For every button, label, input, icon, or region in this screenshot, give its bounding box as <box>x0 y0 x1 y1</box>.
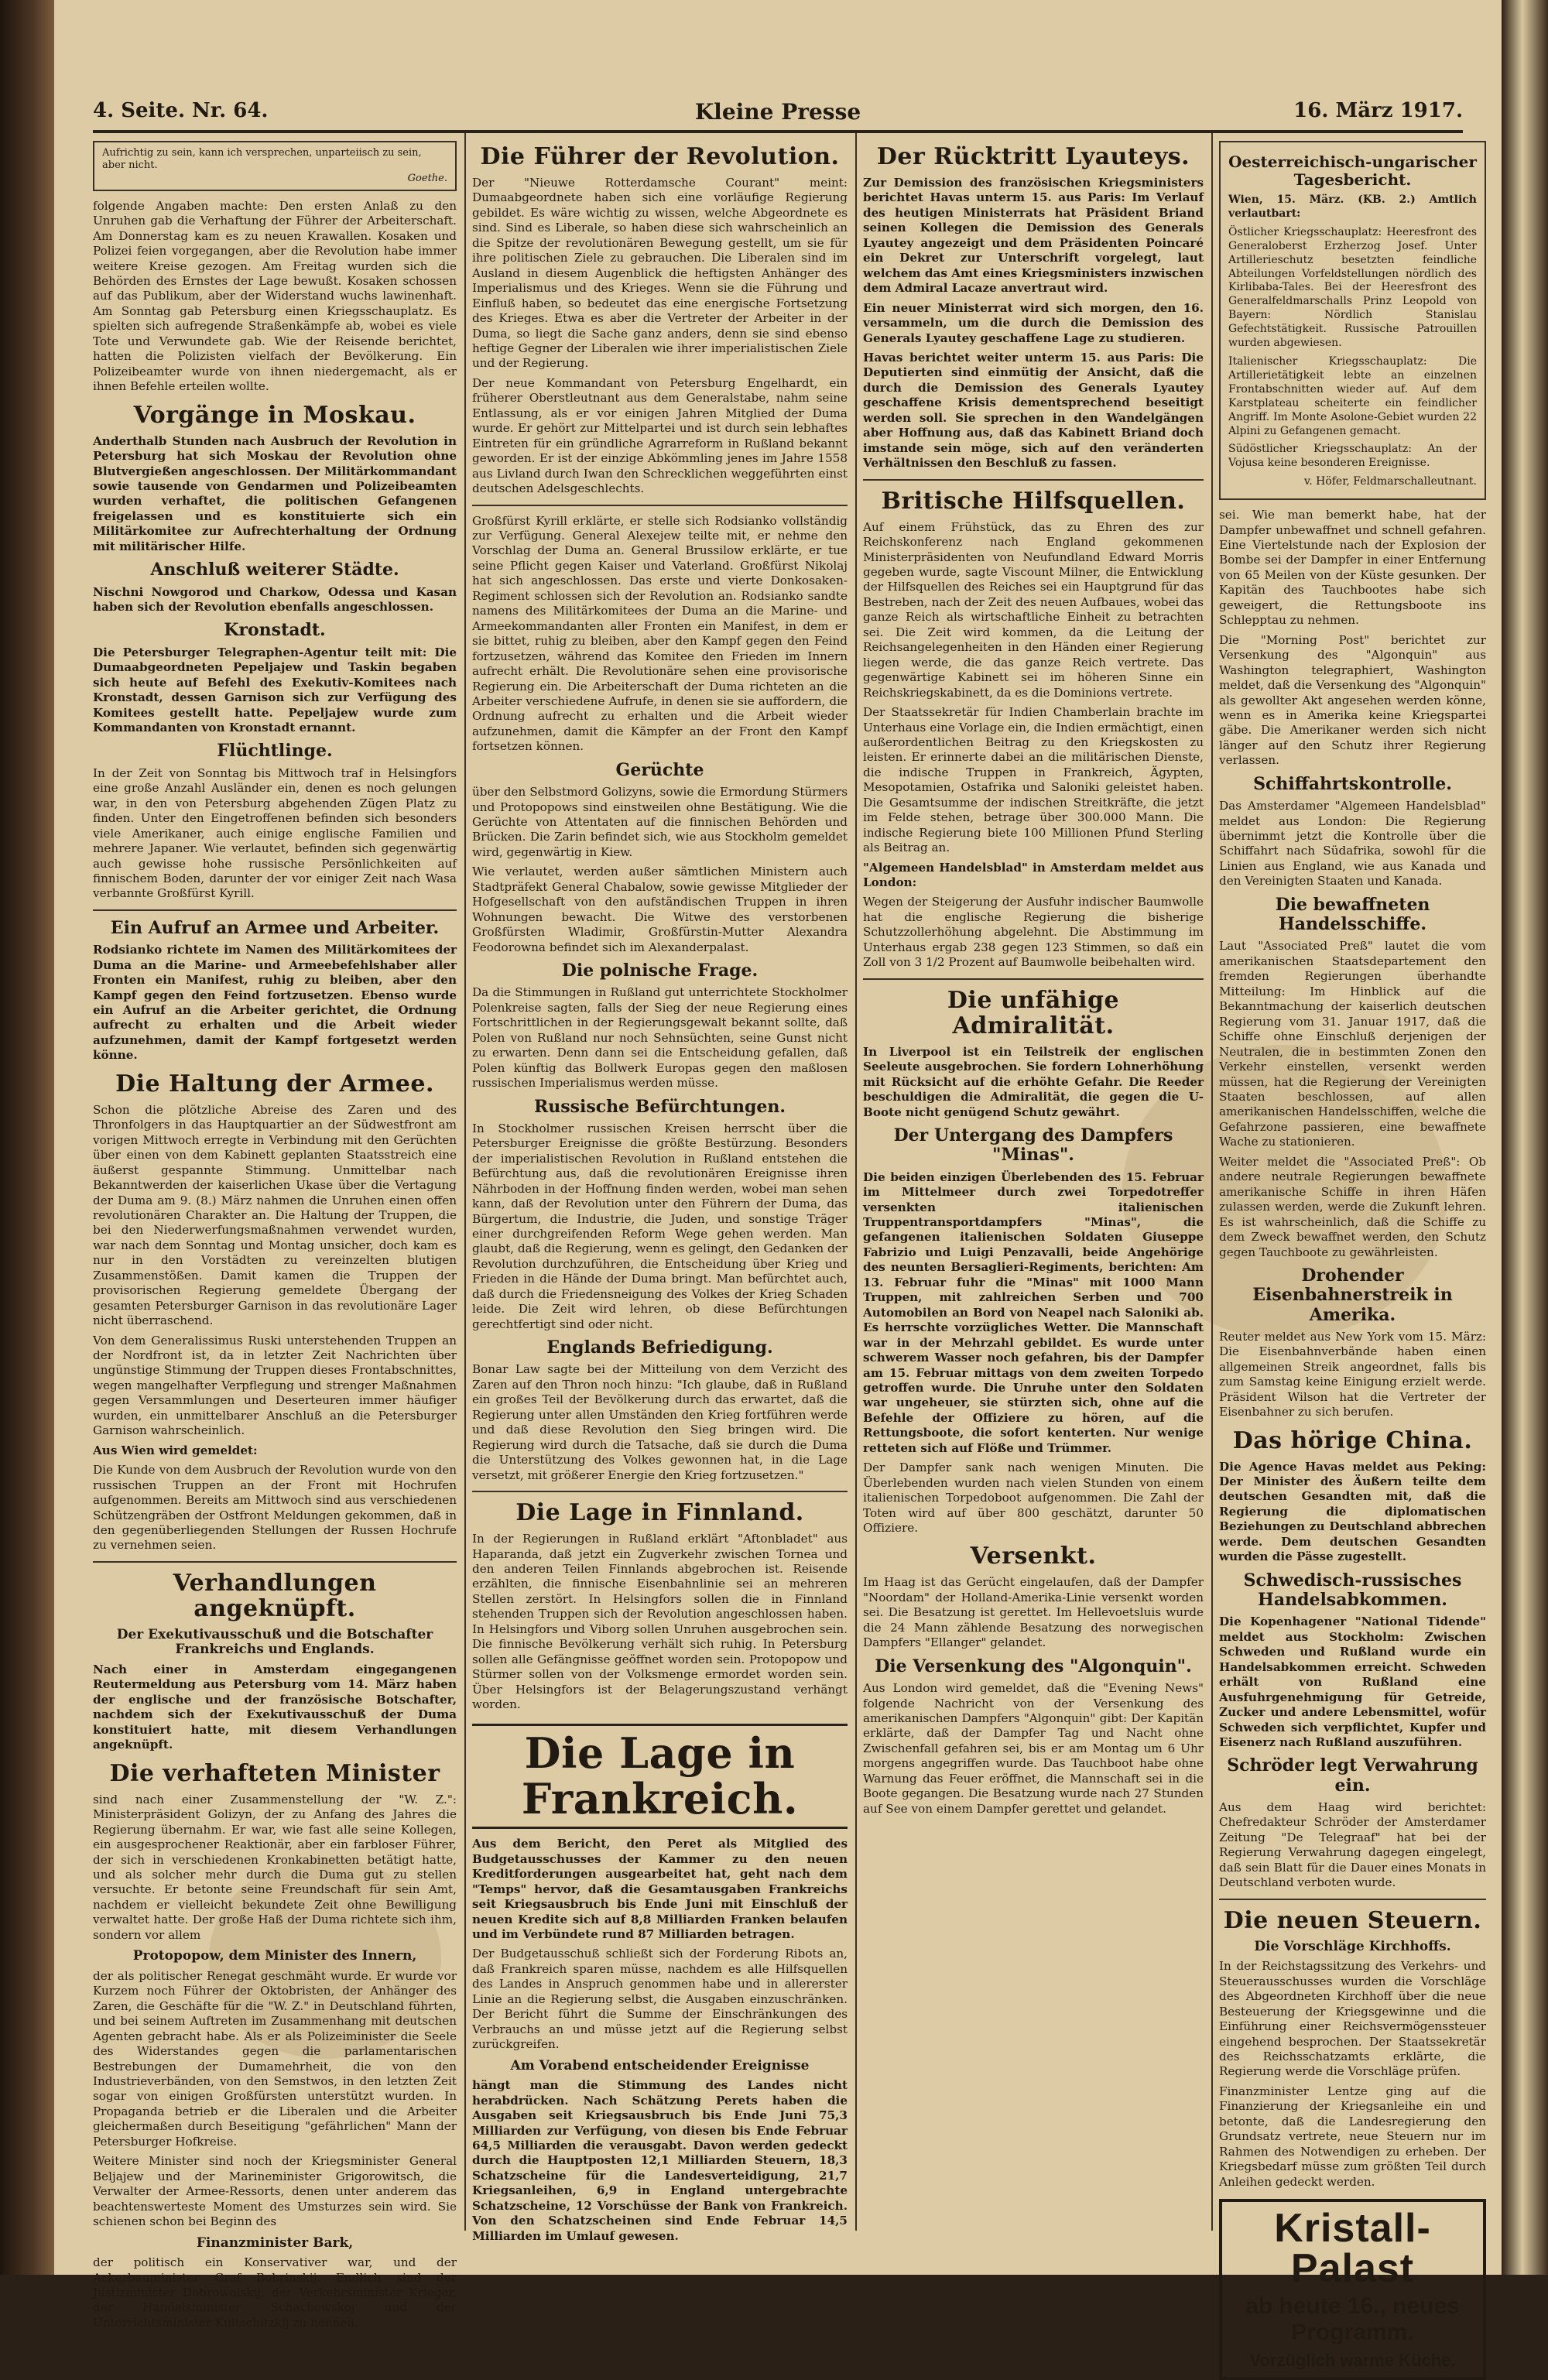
headline-moskau: Vorgänge in Moskau. <box>133 401 416 429</box>
column-3 <box>863 136 1204 2234</box>
divider <box>93 909 457 911</box>
divider <box>863 978 1204 980</box>
headline-china: Das hörige China. <box>1232 1426 1473 1454</box>
divider <box>1219 1899 1486 1900</box>
article-text: Auf einem Frühstück, das zu Ehren des zur Reichskonferenz nach England gekommenen Ministerpräsidenten von Neufundland Edward Morris gegeben wurde, sagte Viscount Milner, die Entwicklung der Hilfsquellen des Reiches sei ein Hauptgrund für das Bestreben, nach der Zeit des neuen Aufbaues, wobei das ganze Reich als wirtschaftliche Einheit zu betrachten sei. Die Zeit wird kommen, da die Leitung der Reichsangelegenheiten in den Händen einer Regierung liegen werde, die das ganze Reich vertrete. Das gegenwärtige Kabinett sei im höheren Sinne ein Reichskriegskabinett, da es die Dominions vertrete. <box>863 519 1204 700</box>
article-text: Wie verlautet, werden außer sämtlichen Ministern auch Stadtpräfekt General Chabalow, sowie gewisse Mitglieder der Hofgesellschaft von den aufständischen Truppen in ihren Wohnungen bewacht. Die Witwe des verstorbenen Großfürsten Wladimir, Großfürstin-Mutter Alexandra Feodorowna befindet sich im Alexanderpalast. <box>472 865 848 954</box>
article-text: Der Dampfer sank nach wenigen Minuten. Die Überlebenden wurden nach vielen Stunden von einem italienischen Torpedoboot aufgenommen. Die Zahl der Toten wird auf über 800 geschätzt, darunter 50 Offiziere. <box>863 1461 1204 1536</box>
article-text: folgende Angaben machte: Den ersten Anlaß zu den Unruhen gab die Verhaftung der Führer der Arbeiterschaft. Am Donnerstag kam es zu neuen Krawallen. Kosaken und Polizei feien vorgegangen, aber die Revolution habe immer weitere Kreise gezogen. Am Freitag wurden sich die Behörden des Ernstes der Lage bewußt. Kosaken schossen auf das Publikum, aber der Widerstand wuchs lawinenhaft. Am Sonntag gab Petersburg einen Kriegsschauplatz. Es spielten sich aufregende Straßenkämpfe ab, wobei es viele Tote und Verwundete gab. Wie der Reisende berichtet, hatten die Polizisten vielfach der Bevölkerung. Ein Polizeibeamter wurde von ihnen niedergemacht, als er ihnen Befehle erteilen wollte. <box>93 198 457 394</box>
article-text: Nach einer in Amsterdam eingegangenen Reutermeldung aus Petersburg vom 14. März haben der englische und der französische Botschafter, nachdem sich der Exekutivausschuß der Duma konstituiert hatte, mit diesem Verhandlungen angeknüpft. <box>93 1663 457 1752</box>
masthead: Kleine Presse <box>694 99 861 125</box>
article-text: sind nach einer Zusammenstellung der "W. Z.": Ministerpräsident Golizyn, der zu Anfang des Jahres die Regierung übernahm. Er war, wie fast alle seine Kollegen, ein ausgesprochener Reaktionär, aber ein farbloser Führer, der sich in verschiedenen Kronkabinetten betätigt hatte, und als solcher mehr durch die Duma gut zu stellen versuchte. Er betonte seine Freundschaft für sein Amt, nachdem er vielleicht bekundete Zeit ohne Bewilligung verwaltet hatte. Der große Haß der Duma richtete sich ihm, sondern vor allem <box>93 1792 457 1942</box>
headline-armee: Die Haltung der Armee. <box>115 1070 434 1098</box>
subheadline: Protopopow, dem Minister des Innern, <box>132 1948 417 1964</box>
article-text: Die Kunde von dem Ausbruch der Revolution wurde von den russischen Truppen an der Front mit Hochrufen aufgenommen. Bereits am Mittwoch sind aus verschiedenen Schützengräben der Ostfront Meldungen gekommen, daß in den gegenüberliegenden Stellungen der Russen Hochrufe zu vernehmen seien. <box>93 1463 457 1553</box>
subheadline-schwedisch: Schwedisch-russisches Handelsabkommen. <box>1243 1570 1462 1611</box>
column-rule <box>855 133 857 2231</box>
subheadline-minas: Der Untergang des Dampfers "Minas". <box>893 1125 1173 1166</box>
article-text: Laut "Associated Preß" lautet die vom amerikanischen Staatsdepartement den fremden Regierungen überhandte Mitteilung: Im Hinblick auf die Bekanntmachung der kaiserlich deutschen Regierung vom 31. Januar 1917, daß die Schiffe ohne Einschluß derjenigen der Neutralen, die in bestimmten Zonen den Verkehr einstellen, versenkt werden müssen, hat die Regierung der Vereinigten Staaten beschlossen, auf allen amerikanischen Handelsschiffen, welche die Gefahrzone passieren, eine bewaffnete Wache zu stationieren. <box>1219 939 1486 1149</box>
subheadline: Am Vorabend entscheidender Ereignisse <box>510 2057 810 2074</box>
signature: v. Höfer, Feldmarschalleutnant. <box>1303 475 1477 488</box>
subheadline-polnische: Die polnische Frage. <box>561 961 759 981</box>
subheadline: Der Exekutivausschuß und die Botschafter Frankreichs und Englands. <box>116 1626 433 1658</box>
article-text: der als politischer Renegat geschmäht wurde. Er wurde vor Kurzem noch Führer der Oktobristen, der Anhänger des Zaren, die Geschäfte für die "W. Z." in Deutschland führten, und bei seinem Auftreten im Zusammenhang mit deutschen Agenten gebracht habe. Als er als Polizeiminister die Seele des Widerstandes gegen die parlamentarischen Bestrebungen der Dumamehrheit, die von den Industrieverbänden, von den Semstwos, in den letzten Zeit sogar von einigen Großfürsten unterstützt wurden. In Propaganda betrieb er die Liberalen und die Arbeiter gleichermaßen durch Beseitigung "gefährlichen" Mann der Petersburger Hofkreise. <box>93 1968 457 2149</box>
article-text: Die beiden einzigen Überlebenden des 15. Februar im Mittelmeer durch zwei Torpedotreffer versenkten italienischen Truppentransportdampfers "Minas", die gefangenen italienischen Soldaten Giuseppe Fabrizio und Luigi Penzavalli, beide Angehörige des neunten Bersaglieri-Regiments, berichten: Am 13. Februar fuhr die "Minas" mit 1000 Mann Truppen, mit zahlreichen Serben und 700 Automobilen an Bord von Neapel nach Saloniki ab. Es herrschte vorzügliches Wetter. Die Mannschaft war in der Mehrzahl gebildet. Es wurde unter schwerem Wasser noch gefahren, bis der Dampfer am 15. Februar mittags von dem zweiten Torpedo getroffen wurde. Die Unruhe unter den Soldaten war ungeheuer, sie stürzten sich, ohne auf die Befehle der Offiziere zu hören, auf die Rettungsboote, die sofort kenterten. Nur wenige retteten sich auf Flöße und Trümmer. <box>863 1169 1204 1455</box>
headline-hilfsquellen: Britische Hilfsquellen. <box>881 487 1186 515</box>
article-text: In Liverpool ist ein Teilstreik der englischen Seeleute ausgebrochen. Sie fordern Lohnerhöhung mit Rücksicht auf die erhöhte Gefahr. Die Reeder beschuldigen die Admiralität, die gegen die U-Boote nicht genügend Schutz gewährt. <box>863 1044 1204 1119</box>
subheadline-aufruf: Ein Aufruf an Armee und Arbeiter. <box>110 917 440 938</box>
subheadline-kronstadt: Kronstadt. <box>224 620 326 641</box>
advertisement-kristall-palast <box>1219 2199 1486 2380</box>
subheadline-eisenbahn: Drohender Eisenbahnerstreik in Amerika. <box>1252 1265 1453 1325</box>
article-text: Das Amsterdamer "Algemeen Handelsblad" meldet aus London: Die Regierung übernimmt jetzt die Kontrolle über die Schiffahrt nach Südafrika, sowohl für die Linien aus England, wie aus Kanada und den Vereinigten Staaten und Kanada. <box>1219 799 1486 889</box>
article-text: Im Haag ist das Gerücht eingelaufen, daß der Dampfer "Noordam" der Holland-Amerika-Linie versenkt worden sei. Die Besatzung ist gerettet. Im Hellevoetsluis wurde die 24 Mann zählende Besatzung des norwegischen Dampfers "Ellanger" gelandet. <box>863 1575 1204 1650</box>
article-text: Die Agence Havas meldet aus Peking: Der Minister des Äußern teilte dem deutschen Gesandten mit, daß die Regierung die diplomatischen Beziehungen zu Deutschland abbrechen werde. Dem deutschen Gesandten wurden die Pässe zugestellt. <box>1219 1459 1486 1564</box>
subheadline-geruechte: Gerüchte <box>615 759 704 780</box>
article-text: hängt man die Stimmung des Landes nicht herabdrücken. Nach Schätzung Perets haben die Ausgaben seit Kriegsausbruch bis Ende Juni 75,3 Milliarden zur Verfügung, von diesen bis Ende Februar 64,5 Milliarden die verausgabt. Davon werden gedeckt durch die Hauptposten 12,1 Milliarden Steuern, 18,3 Schatzscheine für die Landesverteidigung, 21,7 Kriegsanleihen, 6,9 in England untergebrachte Schatzscheine, 12 Vorschüsse der Bank von Frankreich. Von den Schatzscheinen sind Ende Februar 14,5 Milliarden im Umlauf gewesen. <box>472 2078 848 2243</box>
article-text: Zur Demission des französischen Kriegsministers berichtet Havas unterm 15. aus Paris: Im Verlauf des heutigen Ministerrats hat Präsident Briand seinen Kollegen die Demission des Generals Lyautey angezeigt und dem Präsidenten Poincaré ein Dekret zur Unterschrift vorgelegt, laut welchem das Amt eines Kriegsministers inzwischen dem Admiral Lacaze anvertraut wird. <box>863 176 1204 296</box>
page-number: 4. Seite. Nr. 64. <box>93 99 269 122</box>
subheadline-befuerchtungen: Russische Befürchtungen. <box>533 1096 786 1117</box>
headline-minister: Die verhafteten Minister <box>109 1759 440 1787</box>
headline-admiralitaet: Die unfähige Admiralität. <box>947 986 1120 1039</box>
ad-program: ab heute 16., neues Programm. <box>1245 2293 1460 2346</box>
headline-steuern: Die neuen Steuern. <box>1223 1906 1482 1934</box>
subheadline-schiffahrtskontrolle: Schiffahrtskontrolle. <box>1253 773 1452 794</box>
article-text: Südöstlicher Kriegsschauplatz: An der Vojusa keine besonderen Ereignisse. <box>1228 443 1477 470</box>
motto-text: Aufrichtig zu sein, kann ich versprechen, unparteiisch zu sein, aber nicht. <box>102 147 422 172</box>
article-text: Der Budgetausschuß schließt sich der Forderung Ribots an, daß Frankreich sparen müsse, nachdem es alle Hilfsquellen des Landes in Anspruch genommen habe und in allererster Linie an die Regierung selbst, die Ausgaben einzuschränken. Der Bericht führt die Summe der Einschränkungen des Verbrauchs an und müsse jetzt auf die Regierung selbst zurückgreifen. <box>472 1947 848 2052</box>
article-text: Da die Stimmungen in Rußland gut unterrichtete Stockholmer Polenkreise sagten, falls der Sieg der neue Regierung eines Fortschrittlichen in der Regierungsgewalt bekannt sollte, daß Polen von Rußland nur noch Sehnsüchten, seine Gunst nicht zu erwarten. Denn dann sei die Entscheidung gefallen, daß Polen künftig das Bollwerk Europas gegen den maßlosen russischen Imperialismus werden müsse. <box>472 985 848 1091</box>
article-text: Wegen der Steigerung der Ausfuhr indischer Baumwolle hat die englische Regierung die bisherige Schutzzollerhöhung abgelehnt. Die Abstimmung im Unterhaus ergab 238 gegen 123 Stimmen, so daß ein Zoll von 3 1/2 Prozent auf Baumwolle beibehalten wird. <box>863 895 1204 970</box>
article-text: Aus London wird gemeldet, daß die "Evening News" folgende Nachricht von der Versenkung des amerikanischen Dampfers "Algonquin" gibt: Der Kapitän erklärte, daß der Dampfer Tag und Nacht ohne Zwischenfall gefahren sei, bis er am Montag um 6 Uhr morgens angegriffen wurde. Das Tauchboot habe ohne Warnung das Feuer eröffnet, die Mannschaft sei in die Boote gegangen. Die Besatzung wurde nach 27 Stunden auf See von einem Dampfer gerettet und gelandet. <box>863 1681 1204 1816</box>
article-text: der politisch ein Konservativer war, und der Ackerbauminister Graf Bobrinskij. Endlich sind der Justizminister Dobrowolskij, der Verkehrsminister Krieger, der Handelsminister Schachowskoj und der Unterrichtsminister Kultschitzkij zu nennen. <box>93 2255 457 2330</box>
column-rule <box>1211 133 1213 2231</box>
article-text: In Stockholmer russischen Kreisen herrscht über die Petersburger Ereignisse die größte Bestürzung. Besonders der imperialistischen Revolution in Rußland entstehen die Befürchtung aus, daß die revolutionären Ereignisse ihren Nährboden in der Hoffnung finden werden, wobei man sehen kann, daß der Revolution unter den Führern der Duma, das Bürgertum, die Industrie, die Juden, und sonstige Träger einer durchgreifenden Reform Wege gehen werden. Man glaubt, daß die Regierung, wenn es gelingt, den Gedanken der Revolution durchzuführen, die Entscheidung über Krieg und Frieden in die Hände der Duma bringt. Man befürchtet auch, daß durch die Friedensneigung des Volkes der Krieg Schaden leide. Die Zeit wird lehren, ob diese Befürchtungen gerechtfertigt sind oder nicht. <box>472 1121 848 1331</box>
article-text: Der Staatssekretär für Indien Chamberlain brachte im Unterhaus eine Vorlage ein, die Indien ermächtigt, einen außerordentlichen Beitrag zu den Kriegskosten zu leisten. Er erinnerte dabei an die militärischen Dienste, die indische Truppen in Frankreich, Ägypten, Mesopotamien, Ostafrika und Saloniki geleistet haben. Die Gesamtsumme der indischen Streitkräfte, die jetzt im Felde stehen, betrage über 300.000 Mann. Die indische Regierung biete 100 Millionen Pfund Sterling als Beitrag an. <box>863 705 1204 855</box>
divider <box>93 1561 457 1563</box>
article-text: Schon die plötzliche Abreise des Zaren und des Thronfolgers in das Hauptquartier an der Südwestfront am vorigen Mittwoch erregte in Verbindung mit den Gerüchten über einen von dem Kabinett geplanten Staatsstreich eine äußerst gespannte Stimmung. Unmittelbar nach Bekanntwerden der kaiserlichen Ukase über die Vertagung der Duma am 9. (8.) März nahmen die Unruhen einen offen revolutionären Charakter an. Die Haltung der Truppen, die bei den Niederwerfungsmaßnahmen verwendet wurden, war nach dem Sonntag und Montag unsicher, doch kam es nur in den Vorstädten zu vereinzelten blutigen Zusammenstößen. Damit kamen die Truppen der provisorischen Regierung gemeldete Übergang der gesamten Petersburger Garnison in das revolutionäre Lager nicht überraschend. <box>93 1102 457 1328</box>
article-text: Aus dem Haag wird berichtet: Chefredakteur Schröder der Amsterdamer Zeitung "De Telegraaf" hat bei der Regierung Verwahrung dagegen eingelegt, daß sein Blatt für die Dauer eines Monats in Deutschland verboten wurde. <box>1219 1800 1486 1890</box>
headline-lyautey: Der Rücktritt Lyauteys. <box>876 143 1190 170</box>
headline-frankreich: Die Lage in Frankreich. <box>472 1724 848 1830</box>
headline-versenkt: Versenkt. <box>970 1543 1097 1570</box>
article-text: über den Selbstmord Golizyns, sowie die Ermordung Stürmers und Protopopows sind einstweilen ohne Bestätigung. Wie die Gerüchte von Attentaten auf die finnischen Behörden und Brücken. Die Zarin befindet sich, wie aus Stockholm gemeldet wird, gegenwärtig in Kiew. <box>472 785 848 859</box>
subheadline-schroeder: Schröder legt Verwahrung ein. <box>1227 1755 1478 1796</box>
article-text: Ein neuer Ministerrat wird sich morgen, den 16. versammeln, um die durch die Demission des Generals Lyautey geschaffene Lage zu studieren. <box>863 300 1204 345</box>
divider <box>863 479 1204 481</box>
column-rule <box>464 133 466 2231</box>
article-text: Italienischer Kriegsschauplatz: Die Artillerietätigkeit lebte an einzelnen Frontabschnitten wieder auf. Auf dem Karstplateau scheiterte ein feindlicher Angriff. Im Monte Asolone-Gebiet wurden 22 Alpini zu Gefangenen gemacht. <box>1228 354 1477 437</box>
issue-date: 16. März 1917. <box>1293 99 1463 122</box>
war-report-box <box>1219 141 1486 500</box>
article-text: Havas berichtet weiter unterm 15. aus Paris: Die Deputierten sind einmütig der Ansicht, daß die durch die Demission des Generals Lyautey geschaffene Krisis dementsprechend beseitigt werden soll. Sie sprechen in den Wandelgängen aber Hoffnung aus, daß das Kabinett Briand doch imstande sein möge, sich auf den veränderten Verhältnissen den Beschluß zu fassen. <box>863 350 1204 471</box>
book-spine <box>0 0 54 2275</box>
column-2 <box>472 136 848 2243</box>
article-text: Großfürst Kyrill erklärte, er stelle sich Rodsianko vollständig zur Verfügung. General Alexejew teilte mit, er nehme den Vorschlag der Duma an. General Brussilow erklärte, er tue seine Pflicht gegen Kaiser und Vaterland. Großfürst Nikolaj hat sich angeschlossen. Das erste und vierte Donkosaken-Regiment schlossen sich der Revolution an. Rodsianko sandte namens des Militärkomitees der Duma an die Marine- und Armeekommandanten aller Fronten ein Manifest, in dem er sie bittet, ruhig zu bleiben, aber den Kampf gegen den Feind fortzusetzen, während das Komitee den Frieden im Innern aufrecht erhält. Die Revolutionäre sehen eine provisorische Regierung ein. Die Arbeiterschaft der Duma richteten an die Arbeiter verschiedene Aufrufe, in denen sie sie auffordern, die Ordnung aufrecht zu erhalten und die Arbeit wieder aufzunehmen, damit die Kämpfer an der Front den Kampf fortsetzen können. <box>472 513 848 754</box>
article-text: In der Regierungen in Rußland erklärt "Aftonbladet" aus Haparanda, daß jetzt ein Zugverkehr zwischen Tornea und den anderen Teilen Finnlands abgebrochen ist. Reisende erzählten, die finnische Eisenbahnlinie sei an mehreren Stellen zerstört. In Helsingfors sollen die in Finnland stehenden Truppen sich der Revolution angeschlossen haben. In Helsingfors und Viborg sollen Unruhen ausgebrochen sein. Die finnische Bevölkerung verhält sich ruhig. In Petersburg sollen alle Gefängnisse geöffnet worden sein. Protopopow und Stürmer sollen von der Volksmenge ermordet worden sein. Über Helsingfors ist der Belagerungszustand verhängt worden. <box>472 1532 848 1712</box>
article-text: Die "Morning Post" berichtet zur Versenkung des "Algonquin" aus Washington telegraphiert, Washington meldet, daß die Versenkung des "Algonquin" als gewollter Akt angesehen werden könne, wenn es in Amerika keine Kriegspartei gäbe. Die Amerikaner werden sich nicht länger auf den Schutz ihrer Regierung verlassen. <box>1219 632 1486 768</box>
article-text: Weitere Minister sind noch der Kriegsminister General Beljajew und der Marineminister Grigorowitsch, die Verwalter der Armee-Ressorts, denen unter anderem das beachtenswerteste Moment des Umsturzes sein wird. Sie schienen schon bei Beginn des <box>93 2154 457 2229</box>
subheadline-algonquin: Die Versenkung des "Algonquin". <box>875 1656 1192 1676</box>
subheadline: Die Vorschläge Kirchhoffs. <box>1254 1938 1451 1954</box>
page-header <box>93 99 1463 133</box>
ad-note: Vorzüglich warme Küche. <box>1249 2351 1456 2371</box>
article-text: sei. Wie man bemerkt habe, hat der Dampfer unbewaffnet und schnell gefahren. Eine Viertelstunde nach der Explosion der Bombe sei der Dampfer in einer Entfernung von 65 Meilen von der Küste gesunken. Der Kapitän des Tauchbootes habe sich geweigert, die Rettungsboote ins Schlepptau zu nehmen. <box>1219 508 1486 628</box>
article-text: Rodsianko richtete im Namen des Militärkomitees der Duma an die Marine- und Armeebefehlshaber aller Fronten ein Manifest, ruhig zu bleiben, aber den Kampf gegen den Feind fortzusetzen. Ebenso wurde ein Aufruf an die Arbeiter gerichtet, die Ordnung aufrecht zu erhalten und die Arbeit wieder aufzunehmen, damit der Kampf fortgesetzt werden könne. <box>93 943 457 1063</box>
headline-verhandlungen: Verhandlungen angeknüpft. <box>173 1569 377 1622</box>
divider <box>472 505 848 506</box>
article-text: Finanzminister Lentze ging auf die Finanzierung der Kriegsanleihe ein und betonte, daß die Landesregierung den Grundsatz vertrete, neue Steuern nur im Rahmen des Notwendigen zu erheben. Der Kriegsbedarf müsse zum größten Teil durch Anleihen gedeckt werden. <box>1219 2084 1486 2189</box>
article-text: Reuter meldet aus New York vom 15. März: Die Eisenbahnverbände haben einen allgemeinen Streik angeordnet, falls bis zum Samstag keine Einigung erzielt werde. Präsident Wilson hat die Vertreter der Eisenbahner zu sich berufen. <box>1219 1329 1486 1419</box>
article-text: Weiter meldet die "Associated Preß": Ob andere neutrale Regierungen bewaffnete amerikanische Schiffe in ihren Häfen zulassen werden, werde die Zukunft lehren. Es ist wahrscheinlich, daß die Schiffe zu dem Zweck bewaffnet werden, den Schutz gegen Tauchboote zu gewährleisten. <box>1219 1154 1486 1259</box>
dateline: "Algemeen Handelsblad" in Amsterdam meldet aus London: <box>863 860 1204 890</box>
article-text: Von dem Generalissimus Ruski unterstehenden Truppen an der Nordfront ist, da in letzter Zeit Nachrichten über ungünstige Stimmung der Truppen dieses Frontabschnittes, wegen mangelhafter Verpflegung und strenger Maßnahmen gegen Versammlungen und Deserteuren immer häufiger wurden, ein unmittelbarer Anschluß an die Petersburger Garnison wahrscheinlich. <box>93 1333 457 1438</box>
ad-title: Kristall-Palast <box>1274 2206 1431 2292</box>
subheadline-fluechtlinge: Flüchtlinge. <box>217 741 333 762</box>
article-text: Bonar Law sagte bei der Mitteilung von dem Verzicht des Zaren auf den Thron noch hinzu: "Ich glaube, daß in Rußland ein großes Teil der Bevölkerung durch das erwartet, daß die Regierung unter allen Umständen den Krieg fortführen werde und daß diese Revolution den Sieg bringen wird. Die Regierung wird durch die Tatsache, daß sie durch die Duma die Unterstützung des Volkes gewonnen hat, in die Lage versetzt, mit größerer Energie den Krieg fortzusetzen." <box>472 1362 848 1482</box>
column-1 <box>93 136 457 2330</box>
article-text: Die Kopenhagener "National Tidende" meldet aus Stockholm: Zwischen Schweden und Rußland wurde ein Handelsabkommen erreicht. Schweden erhält von Rußland eine Ausfuhrgenehmigung für Getreide, Zucker und andere Lebensmittel, wofür Schweden sich verpflichtet, Kupfer und Eisenerz nach Rußland auszuführen. <box>1219 1615 1486 1749</box>
motto-box <box>93 141 457 191</box>
column-4 <box>1219 136 1486 2371</box>
adjacent-page-edge <box>1502 0 1548 2275</box>
dateline: Wien, 15. März. (KB. 2.) Amtlich verlautbart: <box>1228 193 1477 220</box>
dateline: Aus Wien wird gemeldet: <box>93 1443 258 1457</box>
headline-fuehrer: Die Führer der Revolution. <box>480 143 840 170</box>
newspaper-page <box>54 0 1502 2371</box>
subheadline: Finanzminister Bark, <box>196 2234 354 2251</box>
divider <box>472 1491 848 1492</box>
article-text: Nischni Nowgorod und Charkow, Odessa und Kasan haben sich der Revolution ebenfalls angeschlossen. <box>93 584 457 615</box>
subheadline-handelsschiffe: Die bewaffneten Handelsschiffe. <box>1275 894 1430 935</box>
article-text: Der "Nieuwe Rotterdamsche Courant" meint: Dumaabgeordnete haben sich eine vorläufige Regierung gebildet. Es wäre wichtig zu wissen, welche Abgeordnete es sind. Sind es Liberale, so haben diese sich wahrscheinlich an die Spitze der revolutionären Bewegung gestellt, um sie für ihre politischen Ziele zu gebrauchen. Die Liberalen sind im Ausland in diesem Augenblick die heftigsten Anhänger des Imperialismus und des Krieges. Wenn sie die Führung und Einfluß haben, so bedeutet das eine energische Fortsetzung des Krieges. Etwa es aber die Vertreter der Arbeiter in der Duma, so liegt die Sache ganz anders, denn sie sind ebenso heftige Gegner der Liberalen wie ihrer imperialistischen Ziele und der Regierung. <box>472 176 848 371</box>
subheadline-staedte: Anschluß weiterer Städte. <box>150 560 399 580</box>
article-text: Die Petersburger Telegraphen-Agentur teilt mit: Die Dumaabgeordneten Pepeljajew und Taskin begaben sich heute auf Befehl des Exekutiv-Komitees nach Kronstadt, dessen Garnison sich zur Verfügung des Komitees gestellt hatte. Pepeljajew wurde zum Kommandanten von Kronstadt ernannt. <box>93 645 457 735</box>
article-text: Östlicher Kriegsschauplatz: Heeresfront des Generaloberst Erzherzog Josef. Unter Artillerieschutz besetzten feindliche Abteilungen Vorfeldstellungen nördlich des Kirlibaba-Tales. Bei der Heeresfront des Generalfeldmarschalls Prinz Leopold von Bayern: Nördlich Stanislau Gefechtstätigkeit. Russische Patrouillen wurden abgewiesen. <box>1228 225 1477 350</box>
article-text: Anderthalb Stunden nach Ausbruch der Revolution in Petersburg hat sich Moskau der Revolution ohne Blutvergießen angeschlossen. Der Militärkommandant sowie tausende von Gendarmen und Polizeibeamten wurden verhaftet, die politischen Gefangenen freigelassen und es konstituierte sich ein Militärkomitee zur Aufrechterhaltung der Ordnung mit militärischer Hilfe. <box>93 433 457 553</box>
motto-author: Goethe. <box>407 172 447 184</box>
article-text: In der Reichstagssitzung des Verkehrs- und Steuerausschusses wurden die Vorschläge des Abgeordneten Kirchhoff über die neue Besteuerung der Kriegsgewinne und die Einführung einer Reichsvermögenssteuer eingehend besprochen. Der Staatssekretär des Reichsschatzamts erklärte, die Regierung werde die Vorschläge prüfen. <box>1219 1959 1486 2079</box>
article-text: Aus dem Bericht, den Peret als Mitglied des Budgetausschusses der Kammer zu den neuen Kreditforderungen ausgearbeitet hat, geht nach dem "Temps" hervor, daß die Gesamtausgaben Frankreichs seit Kriegsausbruch bis Ende Juni mit Einschluß der neuen Kredite sich auf 8,8 Milliarden Franken belaufen und im Verbündete rund 87 Milliarden betragen. <box>472 1837 848 1942</box>
headline-finnland: Die Lage in Finnland. <box>515 1499 804 1527</box>
subheadline-englands: Englands Befriedigung. <box>546 1337 773 1358</box>
article-text: In der Zeit von Sonntag bis Mittwoch traf in Helsingfors eine große Anzahl Ausländer ein, denen es noch gelungen war, in den von Petersburg abgehenden Zügen Platz zu finden. Unter den Eingetroffenen befinden sich besonders viele Amerikaner, auch einige englische Familien und mehrere Japaner. Wie verlautet, befinden sich gegenwärtig auch gewisse hohe russische Persönlichkeiten auf finnischem Boden, darunter der vor einiger Zeit nach Wasa verbannte Großfürst Kyrill. <box>93 765 457 901</box>
article-text: Der neue Kommandant von Petersburg Engelhardt, ein früherer Oberstleutnant aus dem Generalstabe, nahm seine Entlassung, als er vor einigen Jahren Mitglied der Duma wurde. Er gehört zur Mittelpartei und ist durch sein lebhaftes Eintreten für ein gründliche Agrarreform in Rußland bekannt geworden. Er ist der einzige Abkömmling jenes im Jahre 1558 aus Livland durch Iwan den Schrecklichen weggeführten einst deutschen Adelsgeschlechts. <box>472 375 848 496</box>
headline-tagesbericht: Oesterreichisch-ungarischer Tagesbericht. <box>1228 152 1477 189</box>
